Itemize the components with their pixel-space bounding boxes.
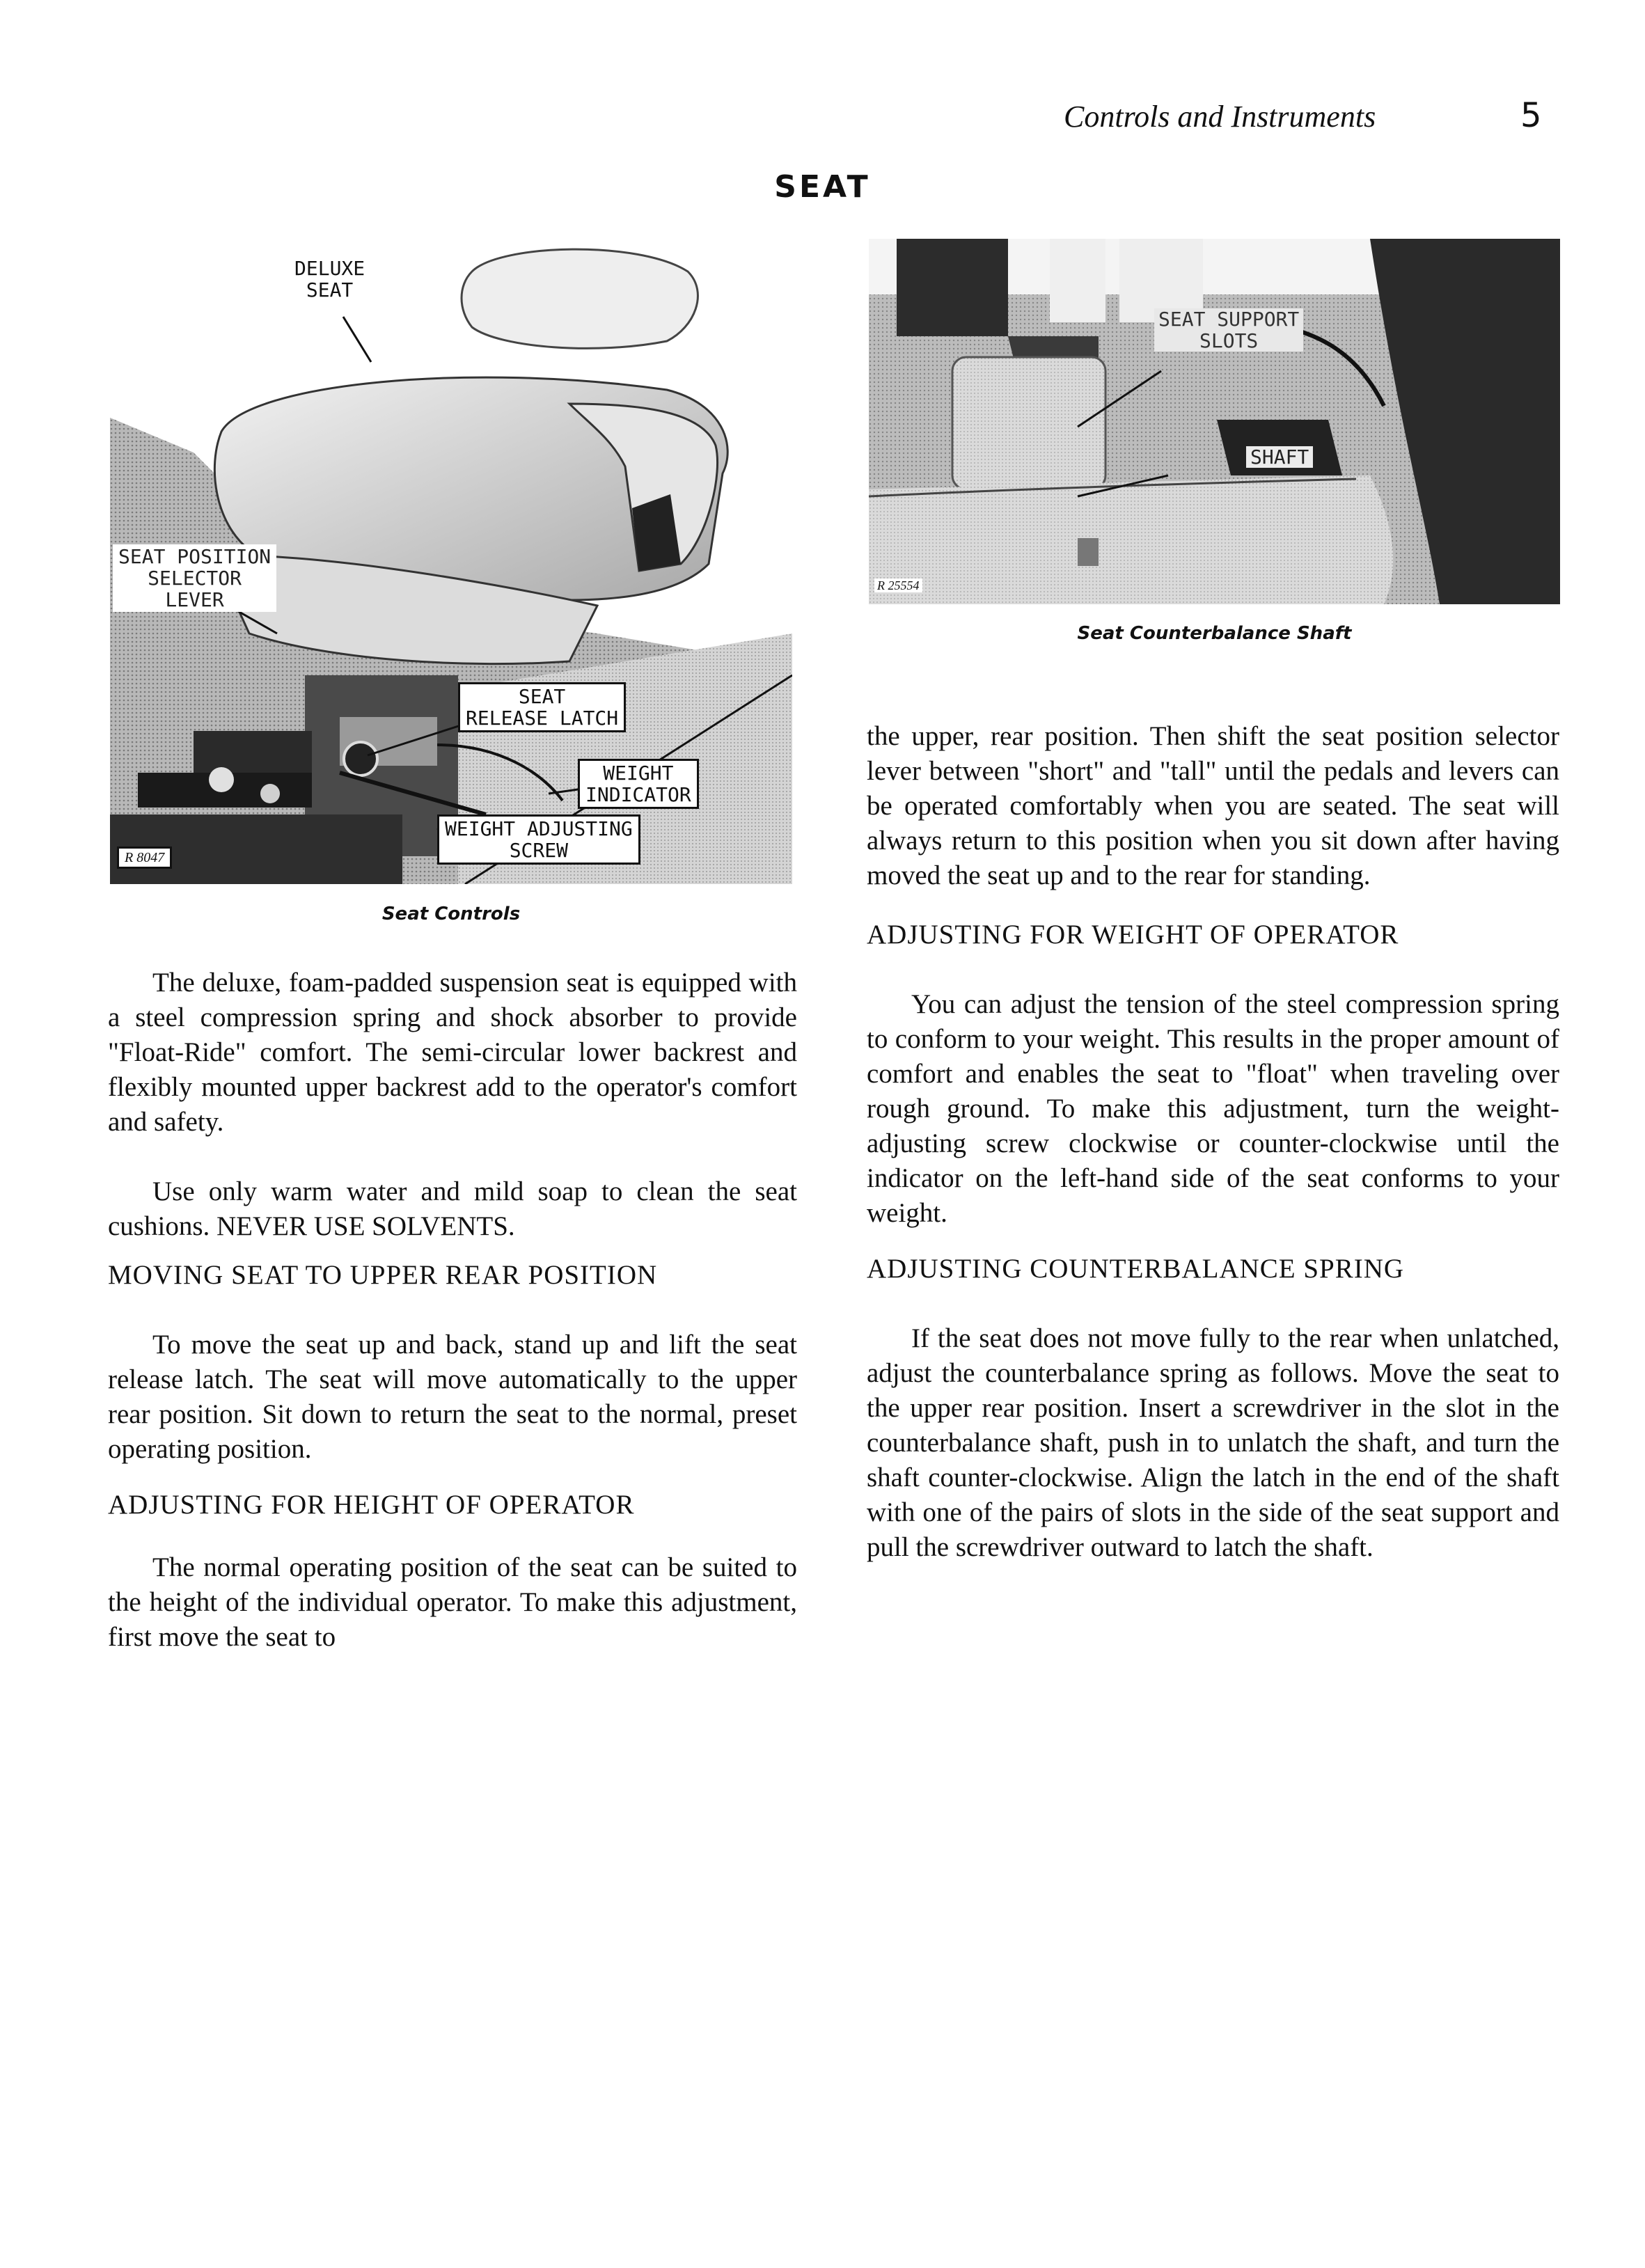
paragraph-moving-seat: To move the seat up and back, stand up and lift the seat release latch. The seat will move automatically to the upper rear position. Sit down to return the seat to the normal, preset operating position. <box>108 1330 797 1464</box>
label-weight-indicator: WEIGHT INDICATOR <box>578 759 699 809</box>
page-number: 5 <box>1520 96 1542 135</box>
left-text-column <box>108 966 797 1655</box>
paragraph-adjusting-height: The normal operating position of the seat can be suited to the height of the individual operator. To make this adjustment, first move the seat to <box>108 1552 797 1652</box>
paragraph-counterbalance-spring: If the seat does not move fully to the rear when unlatched, adjust the counterbalance spring as follows. Move the seat to the upper rear position. Insert a screwdriver in the slot in the counterbalance shaft, push in to unlatch the shaft, and turn the shaft counter-clockwise. Align the latch in the end of the shaft with one of the pairs of slots in the side of the seat support and pull the screwdriver outward to latch the shaft. <box>867 1323 1559 1562</box>
label-seat-position-selector-lever: SEAT POSITION SELECTOR LEVER <box>113 544 276 612</box>
paragraph-cleaning: Use only warm water and mild soap to clean the seat cushions. NEVER USE SOLVENTS. <box>108 1176 797 1241</box>
counterbalance-illustration <box>869 239 1560 604</box>
seat-controls-photo <box>110 244 792 884</box>
label-deluxe-seat: DELUXE SEAT <box>294 257 365 301</box>
paragraph-height-continued: the upper, rear position. Then shift the seat position selector lever between "short" and "tall" until the pedals and levers can be operated comfortably when you are seated. The seat will always return to this position when you sit down after having moved the seat up and to the rear for standing. <box>867 721 1559 890</box>
photo-code-right: R 25554 <box>874 578 922 592</box>
photo-code-left: R 8047 <box>117 846 172 869</box>
label-seat-release-latch: SEAT RELEASE LATCH <box>458 682 626 732</box>
heading-adjusting-weight: ADJUSTING FOR WEIGHT OF OPERATOR <box>867 920 1399 950</box>
heading-adjusting-height: ADJUSTING FOR HEIGHT OF OPERATOR <box>108 1490 635 1520</box>
label-seat-support-slots: SEAT SUPPORT SLOTS <box>1154 308 1303 352</box>
page-title: SEAT <box>774 169 871 205</box>
label-shaft: SHAFT <box>1245 445 1314 469</box>
caption-seat-controls: Seat Controls <box>381 904 521 924</box>
right-text-column <box>867 719 1559 1565</box>
paragraph-adjusting-weight: You can adjust the tension of the steel compression spring to conform to your weight. This results in the proper amount of comfort and enables the seat to "float" when traveling over rough ground. To make this adjustment, turn the weight-adjusting screw clockwise or counter-clockwise until the indicator on the left-hand side of the seat conforms to your weight. <box>867 989 1559 1228</box>
running-header-section: Controls and Instruments <box>1064 100 1376 134</box>
label-weight-adjusting-screw: WEIGHT ADJUSTING SCREW <box>437 814 640 865</box>
paragraph-seat-description: The deluxe, foam-padded suspension seat is equipped with a steel compression spring and shock absorber to provide "Float-Ride" comfort. The semi-circular lower backrest and flexibly mounted upper backrest add to the operator's comfort and safety. <box>108 968 797 1137</box>
heading-counterbalance-spring: ADJUSTING COUNTERBALANCE SPRING <box>867 1254 1405 1284</box>
heading-moving-seat: MOVING SEAT TO UPPER REAR POSITION <box>108 1260 658 1290</box>
caption-seat-counterbalance-shaft: Seat Counterbalance Shaft <box>1077 623 1352 644</box>
counterbalance-shaft-photo <box>869 239 1560 604</box>
